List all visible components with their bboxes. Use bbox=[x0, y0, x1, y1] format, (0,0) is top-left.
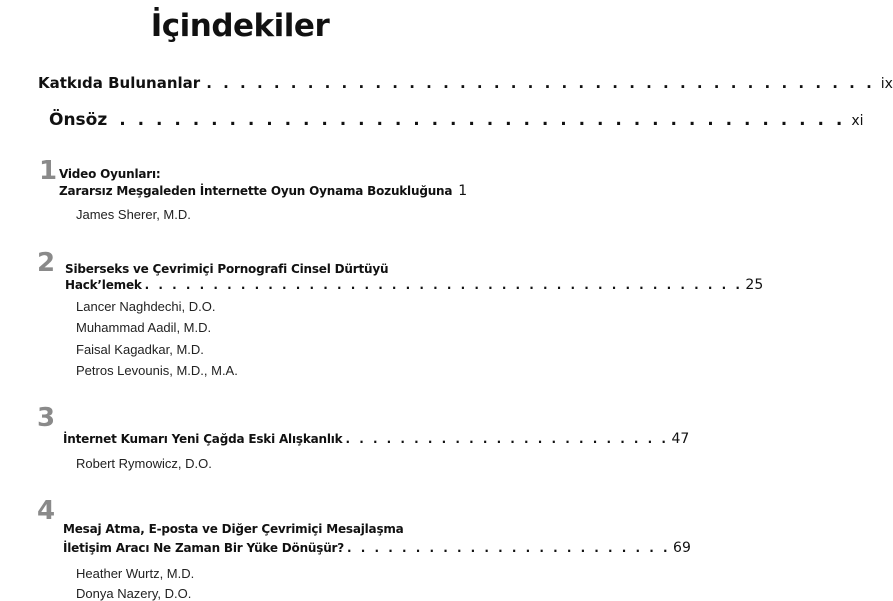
chapter-page: 1 bbox=[458, 183, 468, 199]
chapter-number: 1 bbox=[39, 156, 58, 186]
author: Lancer Naghdechi, D.O. bbox=[76, 299, 216, 314]
toc-entry-page: xi bbox=[851, 113, 864, 129]
chapter-title-last-line bbox=[59, 183, 468, 199]
toc-entry-contributors[interactable] bbox=[38, 74, 893, 92]
chapter-page: 47 bbox=[671, 431, 690, 447]
dot-leader: . . . . . . . . . . . . . . . . . . . . . . . . bbox=[345, 432, 669, 446]
author: Donya Nazery, D.O. bbox=[76, 586, 192, 601]
toc-entry-page: ix bbox=[880, 76, 893, 92]
page-title: İçindekiler bbox=[150, 8, 330, 44]
author: Faisal Kagadkar, M.D. bbox=[76, 342, 204, 357]
chapter-number: 3 bbox=[37, 403, 56, 433]
toc-entry-label: Önsöz bbox=[49, 110, 108, 130]
chapter-page: 25 bbox=[745, 277, 764, 293]
chapter-title-last-line bbox=[63, 540, 691, 556]
author: James Sherer, M.D. bbox=[76, 207, 191, 222]
toc-entry-label: Katkıda Bulunanlar bbox=[38, 74, 201, 92]
chapter-title-line: Hack’lemek bbox=[65, 278, 142, 292]
chapter-page: 69 bbox=[673, 540, 691, 556]
toc-entry-foreword[interactable] bbox=[49, 110, 864, 130]
chapter-number: 4 bbox=[37, 496, 56, 526]
chapter-title-line: Video Oyunları: bbox=[59, 167, 161, 181]
chapter-title-last-line bbox=[65, 277, 764, 293]
dot-leader: . . . . . . . . . . . . . . . . . . . . . . . . . . . . . . . . . . . . . . . . . . . . bbox=[144, 278, 743, 292]
chapter-number: 2 bbox=[37, 248, 56, 278]
chapter-title-line: Zararsız Meşgaleden İnternette Oyun Oynama Bozukluğuna bbox=[59, 184, 453, 198]
dot-leader: . . . . . . . . . . . . . . . . . . . . . . . . bbox=[347, 541, 671, 555]
dot-leader: . . . . . . . . . . . . . . . . . . . . . . . . . . . . . . . . . . . . . . . . bbox=[119, 110, 846, 130]
chapter-title-line: İnternet Kumarı Yeni Çağda Eski Alışkanlık bbox=[63, 432, 343, 446]
chapter-title-line: İletişim Aracı Ne Zaman Bir Yüke Dönüşür? bbox=[63, 541, 345, 555]
author: Heather Wurtz, M.D. bbox=[76, 566, 195, 581]
author: Robert Rymowicz, D.O. bbox=[76, 456, 212, 471]
author: Petros Levounis, M.D., M.A. bbox=[76, 363, 238, 378]
dot-leader: . . . . . . . . . . . . . . . . . . . . . . . . . . . . . . . . . . . . . . . . bbox=[206, 74, 875, 92]
chapter-title-line: Siberseks ve Çevrimiçi Pornografi Cinsel Dürtüyü bbox=[65, 262, 389, 276]
author: Muhammad Aadil, M.D. bbox=[76, 320, 212, 335]
chapter-title-line: Mesaj Atma, E-posta ve Diğer Çevrimiçi Mesajlaşma bbox=[63, 522, 404, 536]
chapter-title-last-line bbox=[63, 431, 690, 447]
